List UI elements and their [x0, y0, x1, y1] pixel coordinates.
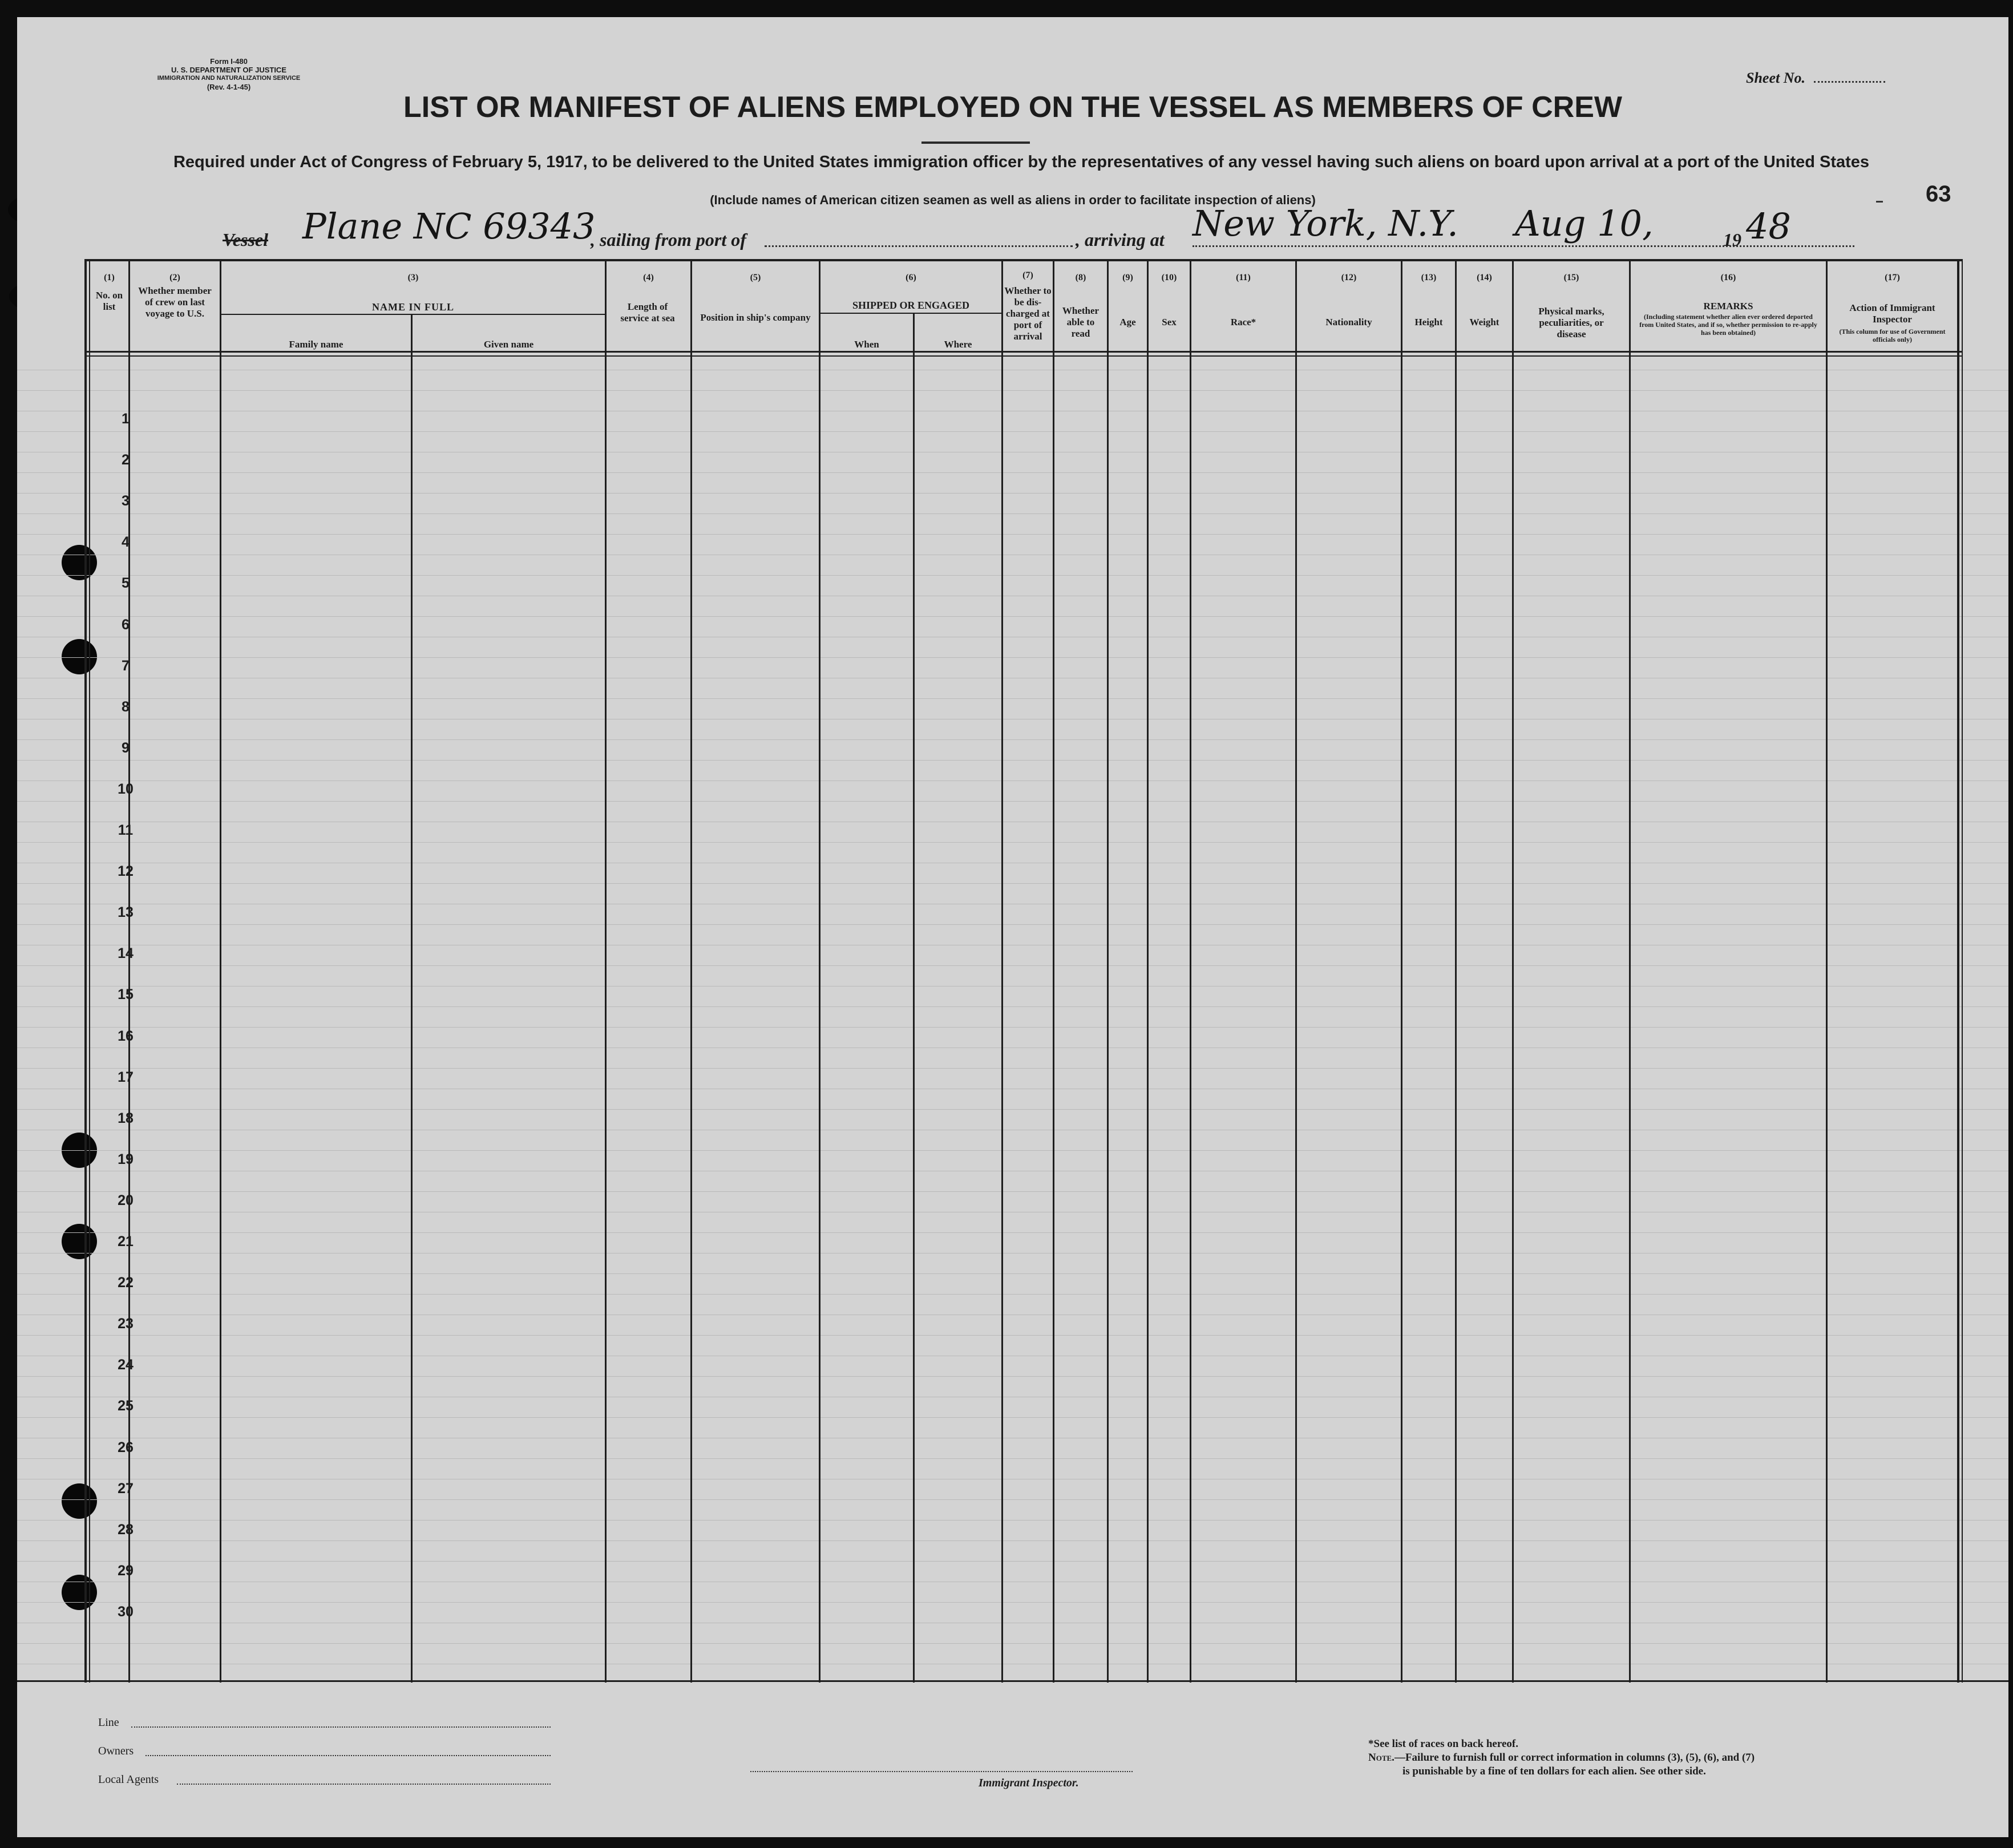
row-number: 22 [118, 1275, 134, 1291]
col-13-header: Height [1414, 317, 1443, 327]
punch-hole [62, 1224, 97, 1259]
ruled-line [17, 739, 2008, 740]
col-border [1962, 259, 1963, 1683]
row-number: 26 [118, 1439, 134, 1455]
col-border [1295, 259, 1297, 1683]
col-border [1053, 259, 1054, 1683]
table-bottom-rule [17, 1680, 2008, 1682]
ruled-line [17, 1294, 2008, 1295]
ruled-line [17, 1499, 2008, 1500]
ruled-line [17, 760, 2008, 761]
col-5-header: Position in ship's company [700, 312, 811, 323]
col-border [1147, 259, 1149, 1683]
header-bottom-rule [84, 351, 1962, 353]
col-7-header: Whether to be dis-charged at port of arrival [1004, 285, 1052, 342]
col-10-number: (10) [1161, 273, 1177, 282]
ruled-line [17, 883, 2008, 884]
ruled-line [17, 575, 2008, 576]
row-number: 11 [118, 822, 134, 838]
ruled-line [17, 924, 2008, 925]
ruled-line [17, 1232, 2008, 1233]
col-4-header: Length of service at sea [620, 301, 675, 323]
ruled-line [17, 965, 2008, 966]
footer-agents-field[interactable] [177, 1784, 551, 1785]
department: U. S. DEPARTMENT OF JUSTICE [171, 66, 286, 74]
form-number: Form I-480 [210, 57, 248, 66]
sailing-label: , sailing from port of [591, 229, 746, 250]
ruled-line [17, 431, 2008, 432]
punch-hole [62, 1483, 97, 1519]
row-number: 19 [118, 1151, 134, 1167]
col-border [1455, 259, 1457, 1683]
table-top-rule [84, 259, 1962, 261]
row-number: 30 [118, 1603, 134, 1620]
col-border [220, 259, 221, 1683]
col-5-number: (5) [750, 273, 761, 282]
year-prefix: 19 [1723, 229, 1741, 250]
col-3-number: (3) [407, 273, 419, 282]
col-border [1107, 259, 1109, 1683]
row-number: 17 [118, 1069, 134, 1085]
col-border [819, 259, 820, 1683]
col-border [1629, 259, 1631, 1683]
page-number: 63 [1926, 181, 1951, 207]
punch-hole [62, 639, 97, 674]
col-12-number: (12) [1341, 273, 1357, 282]
ruled-line [17, 390, 2008, 391]
col-17-number: (17) [1885, 273, 1900, 282]
sailing-port-line [765, 245, 1073, 247]
include-statement: (Include names of American citizen seamen as well as aliens in order to facilitate inspection of aliens) [710, 193, 1316, 207]
header-bottom-rule-2 [84, 355, 1962, 357]
inspector-label: Immigrant Inspector. [979, 1777, 1079, 1789]
service: IMMIGRATION AND NATURALIZATION SERVICE [157, 75, 301, 82]
remarks-note: (Including statement whether alien ever ordered deported from United States, and if so, whether permission to re-apply has been obtained) [1639, 313, 1817, 337]
ruled-line [17, 513, 2008, 514]
ruled-line [17, 1561, 2008, 1562]
ruled-line [17, 1376, 2008, 1377]
col-border [1826, 259, 1828, 1683]
ruled-line [17, 1027, 2008, 1028]
row-number: 24 [118, 1357, 134, 1373]
row-number: 29 [118, 1562, 134, 1579]
ruled-line [17, 1191, 2008, 1192]
ruled-line [17, 842, 2008, 843]
row-number: 18 [118, 1110, 134, 1126]
col-16-header: REMARKS [1703, 301, 1753, 312]
footer-line-field[interactable] [131, 1726, 551, 1728]
col-16-number: (16) [1720, 273, 1736, 282]
ruled-line [17, 1417, 2008, 1418]
ruled-line [17, 1068, 2008, 1069]
inspector-signature-line[interactable] [750, 1771, 1133, 1772]
row-number: 4 [122, 534, 130, 551]
col-12-header: Nationality [1325, 317, 1372, 327]
races-note: *See list of races on back hereof. [1368, 1738, 1518, 1750]
col-15-number: (15) [1563, 273, 1579, 282]
col-14-number: (14) [1477, 273, 1492, 282]
ruled-line [17, 1520, 2008, 1521]
row-number: 10 [118, 781, 134, 797]
col-6-header: SHIPPED OR ENGAGED [852, 300, 970, 311]
col-17-header: Action of Immigrant Inspector [1849, 302, 1935, 325]
penalty-note [1368, 1751, 1755, 1765]
page-title: LIST OR MANIFEST OF ALIENS EMPLOYED ON THE VESSEL AS MEMBERS OF CREW [403, 91, 1622, 124]
row-number: 6 [122, 616, 130, 633]
row-number: 27 [118, 1480, 134, 1497]
note-label: Note. [1368, 1752, 1394, 1764]
ruled-line [17, 472, 2008, 473]
row-number: 20 [118, 1192, 134, 1208]
shipped-subheader-rule [819, 313, 1001, 314]
manifest-sheet [17, 17, 2008, 1837]
col-border [1401, 259, 1402, 1683]
footer-agents-label: Local Agents [98, 1773, 159, 1786]
ruled-line [17, 493, 2008, 494]
required-statement: Required under Act of Congress of February 5, 1917, to be delivered to the United States immigration officer by the representatives of any vessel having such aliens on board upon arrival at a port of the United States [173, 153, 1870, 171]
ruled-line [17, 801, 2008, 802]
col-2-header: Whether member of crew on last voyage to U.S. [138, 285, 212, 319]
footer-owners-label: Owners [98, 1745, 134, 1757]
punch-hole [62, 1575, 97, 1610]
arrival-date: Aug 10, [1515, 203, 1654, 244]
col-14-header: Weight [1469, 317, 1499, 327]
row-number: 14 [118, 945, 134, 962]
when-header: When [854, 339, 879, 350]
revision: (Rev. 4-1-45) [207, 83, 251, 91]
col-2-number: (2) [169, 273, 180, 282]
row-number: 15 [118, 986, 134, 1003]
form-identifier [106, 57, 351, 91]
ruled-line [17, 657, 2008, 658]
row-number: 12 [118, 863, 134, 880]
note-text: —Failure to furnish full or correct information in columns (3), (5), (6), and (7) [1394, 1752, 1755, 1764]
col-border [1957, 259, 1959, 1683]
col-1-header: No. on list [95, 290, 123, 312]
given-name-header: Given name [483, 339, 534, 350]
row-number: 9 [122, 739, 130, 756]
where-header: Where [944, 339, 972, 350]
row-number: 28 [118, 1521, 134, 1538]
ruled-line [17, 1006, 2008, 1007]
ruled-line [17, 616, 2008, 617]
col-8-number: (8) [1075, 273, 1086, 282]
col-border [89, 259, 90, 1683]
sheet-number [1746, 70, 1885, 87]
row-number: 3 [122, 493, 130, 509]
year-suffix: 48 [1746, 205, 1791, 247]
col-8-header: Whether able to read [1062, 305, 1100, 339]
ruled-line [17, 1458, 2008, 1459]
col-6-number: (6) [906, 273, 916, 282]
col-7-number: (7) [1022, 270, 1033, 280]
ruled-line [17, 1335, 2008, 1336]
vessel-name: Plane NC 69343 [302, 205, 596, 247]
col-border [913, 314, 915, 1683]
ruled-line [17, 1540, 2008, 1541]
footer-line-label: Line [98, 1716, 119, 1729]
family-name-header: Family name [289, 339, 343, 350]
arriving-label: , arriving at [1076, 229, 1165, 250]
arriving-port: New York, N.Y. [1193, 203, 1458, 244]
row-number: 13 [118, 904, 134, 921]
ruled-line [17, 1602, 2008, 1603]
col-border [1001, 259, 1003, 1683]
title-underline [921, 141, 1030, 144]
col-border [411, 314, 413, 1683]
inspector-note: (This column for use of Government officials only) [1839, 327, 1946, 343]
col-11-header: Race* [1230, 317, 1256, 327]
sheet-no-label: Sheet No. [1746, 70, 1805, 86]
col-1-number: (1) [104, 273, 115, 282]
ruled-line [17, 534, 2008, 535]
col-3-header: NAME IN FULL [371, 301, 454, 313]
row-number: 21 [118, 1234, 134, 1249]
ruled-line [17, 1150, 2008, 1151]
ruled-line [17, 1273, 2008, 1274]
ruled-line [17, 698, 2008, 699]
row-number: 16 [118, 1028, 134, 1044]
ruled-line [17, 1109, 2008, 1110]
row-number: 7 [122, 657, 130, 674]
col-11-number: (11) [1236, 273, 1251, 282]
footer-owners-field[interactable] [145, 1755, 551, 1756]
col-10-header: Sex [1162, 317, 1177, 327]
row-number: 5 [122, 575, 130, 592]
row-number: 8 [122, 698, 130, 715]
row-number: 1 [122, 411, 130, 427]
margin-mark [1876, 201, 1883, 203]
col-4-number: (4) [643, 273, 654, 282]
col-border [84, 259, 87, 1683]
col-border [690, 259, 692, 1683]
col-9-header: Age [1119, 317, 1136, 327]
ruled-line [17, 1643, 2008, 1644]
col-9-number: (9) [1122, 273, 1133, 282]
row-number: 2 [122, 452, 130, 468]
col-15-header: Physical marks, peculiarities, or disease [1538, 306, 1604, 339]
vessel-label: Vessel [223, 229, 268, 250]
penalty-note-2: is punishable by a fine of ten dollars for each alien. See other side. [1402, 1765, 1706, 1777]
col-border [128, 259, 130, 1683]
col-border [605, 259, 607, 1683]
row-number: 25 [118, 1398, 134, 1414]
col-13-number: (13) [1421, 273, 1437, 282]
col-border [1512, 259, 1514, 1683]
row-number: 23 [118, 1316, 134, 1332]
col-border [1190, 259, 1191, 1683]
